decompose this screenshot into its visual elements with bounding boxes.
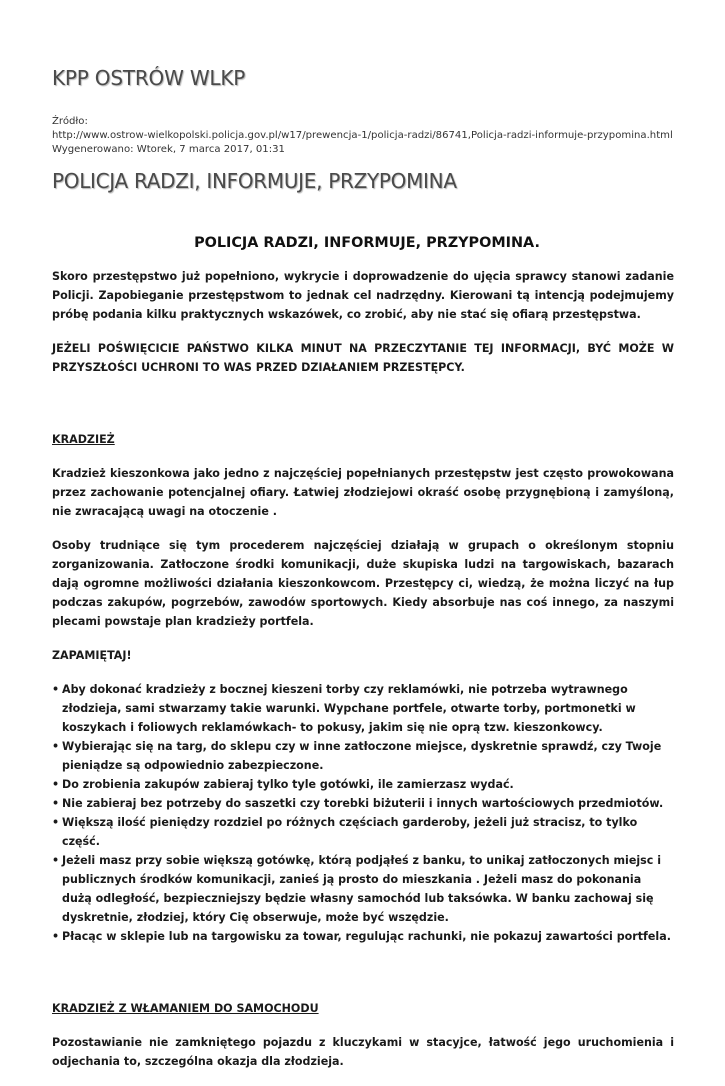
- tips-list: [52, 680, 674, 946]
- article-body: [52, 232, 674, 1086]
- list-item: • Do zrobienia zakupów zabieraj tylko tyle gotówki, ile zamierzasz wydać.: [62, 775, 674, 794]
- article-heading: POLICJA RADZI, INFORMUJE, PRZYPOMINA.: [194, 235, 540, 251]
- list-item: • Wybierając się na targ, do sklepu czy w inne zatłoczone miejsce, dyskretnie sprawdź, czy Twoje pieniądze są odpowiednio zabezpieczone.: [62, 737, 674, 775]
- notice-paragraph: JEŻELI POŚWIĘCICIE PAŃSTWO KILKA MINUT NA PRZECZYTANIE TEJ INFORMACJI, BYĆ MOŻE W PRZYSZŁOŚCI UCHRONI TO WAS PRZED DZIAŁANIEM PRZESTĘPCY.: [52, 342, 674, 374]
- article-title: POLICJA RADZI, INFORMUJE, PRZYPOMINA: [52, 169, 457, 193]
- list-item: • Jeżeli masz przy sobie większą gotówkę, którą podjąłeś z banku, to unikaj zatłoczonych miejsc i publicznych środków komunikacji, zanieś ją prosto do mieszkania . Jeżeli masz do pokonania dużą odległość, bezpieczniejszy będzie własny samochód lub taksówka. W banku zachowaj się dyskretnie, złodziej, który Cię obserwuje, może być wszędzie.: [62, 851, 674, 927]
- section-heading-kradziez: KRADZIEŻ: [52, 433, 115, 446]
- source-label: Źródło:: [52, 116, 88, 127]
- source-meta: [52, 115, 692, 157]
- site-title: KPP OSTRÓW WLKP: [52, 66, 246, 90]
- list-item: • Nie zabieraj bez potrzeby do saszetki czy torebki biżuterii i innych wartościowych przedmiotów.: [62, 794, 674, 813]
- section1-paragraph-2: Osoby trudniące się tym procederem najczęściej działają w grupach o określonym stopniu zorganizowania. Zatłoczone środki komunikacji, duże skupiska ludzi na targowiskach, bazarach dają ogromne możliwości działania kieszonkowcom. Przestępcy ci, wiedzą, że można liczyć na łup podczas zakupów, pogrzebów, zawodów sportowych. Kiedy absorbuje nas coś innego, za naszymi plecami powstaje plan kradzieży portfela.: [52, 539, 674, 628]
- source-url: http://www.ostrow-wielkopolski.policja.gov.pl/w17/prewencja-1/policja-radzi/86741,Policja-radzi-informuje-przypomina.html: [52, 130, 673, 141]
- section2-paragraph-1: Pozostawianie nie zamkniętego pojazdu z kluczykami w stacyjce, łatwość jego uruchomienia i odjechania to, szczególna okazja dla złodzieja.: [52, 1036, 674, 1068]
- generated-date: Wygenerowano: Wtorek, 7 marca 2017, 01:31: [52, 144, 285, 155]
- section-heading-car-theft: KRADZIEŻ Z WŁAMANIEM DO SAMOCHODU: [52, 1002, 319, 1015]
- list-item: • Większą ilość pieniędzy rozdziel po różnych częściach garderoby, jeżeli już stracisz, to tylko część.: [62, 813, 674, 851]
- intro-paragraph: Skoro przestępstwo już popełniono, wykrycie i doprowadzenie do ujęcia sprawcy stanowi zadanie Policji. Zapobieganie przestępstwom to jednak cel nadrzędny. Kierowani tą intencją podejmujemy próbę podania kilku praktycznych wskazówek, co zrobić, aby nie stać się ofiarą przestępstwa.: [52, 270, 674, 321]
- list-item: • Aby dokonać kradzieży z bocznej kieszeni torby czy reklamówki, nie potrzeba wytrawnego złodzieja, sami stwarzamy takie warunki. Wypchane portfele, otwarte torby, portmonetki w koszykach i foliowych reklamówkach- to pokusy, jakim się nie oprą tzw. kieszonkowcy.: [62, 680, 674, 737]
- remember-label: ZAPAMIĘTAJ!: [52, 649, 132, 662]
- list-item: • Płacąc w sklepie lub na targowisku za towar, regulując rachunki, nie pokazuj zawartości portfela.: [62, 927, 674, 946]
- section1-paragraph-1: Kradzież kieszonkowa jako jedno z najczęściej popełnianych przestępstw jest często prowokowana przez zachowanie potencjalnej ofiary. Łatwiej złodziejowi okraść osobę przygnębioną i zamyśloną, nie zwracającą uwagi na otoczenie .: [52, 467, 674, 518]
